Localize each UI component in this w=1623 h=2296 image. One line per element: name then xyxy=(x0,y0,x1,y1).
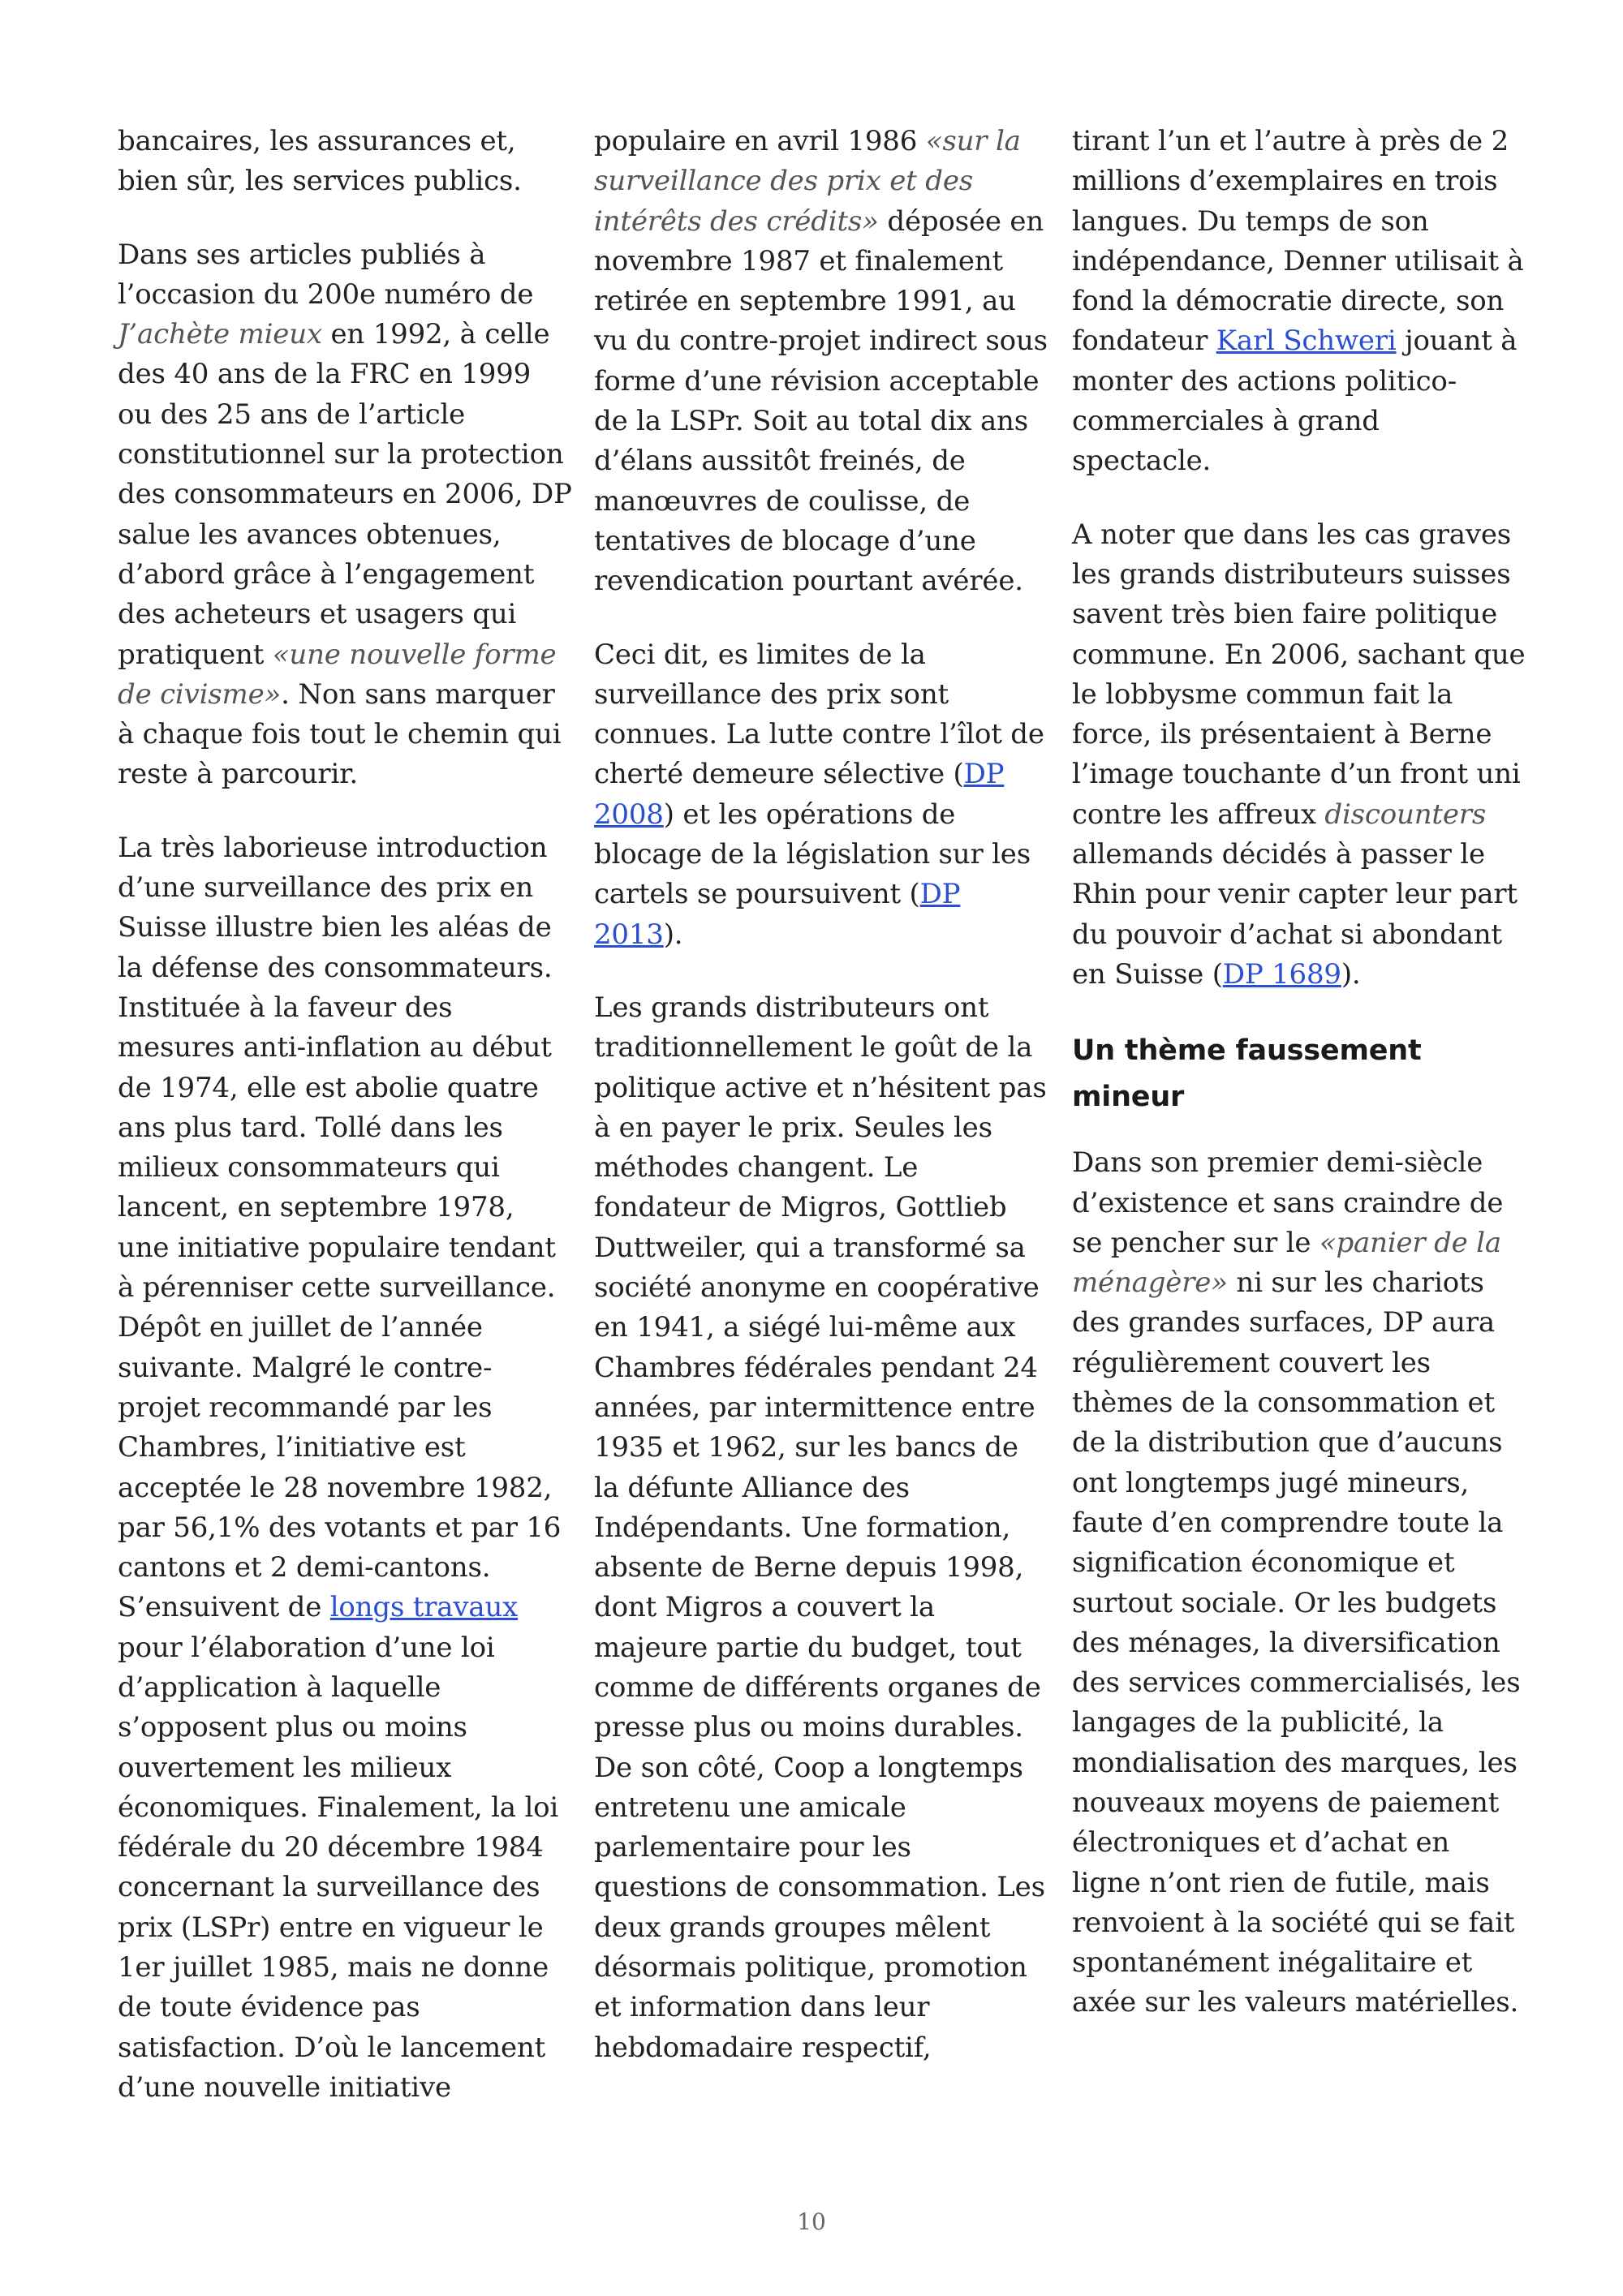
text: bancaires, les assurances et, bien sûr, les services publics. xyxy=(118,125,522,198)
link-longs-travaux[interactable]: longs travaux xyxy=(329,1591,519,1624)
paragraph xyxy=(1072,122,1526,482)
text: Dans ses articles publiés à l’occasion du 200e numéro de xyxy=(118,238,534,311)
link-karl-schweri[interactable]: Karl Schweri xyxy=(1216,325,1397,358)
text: Dans son premier demi-siècle d’existence et sans craindre de se pencher sur le xyxy=(1072,1146,1504,1259)
column-1 xyxy=(118,122,572,2141)
link-dp-2008[interactable]: DP 2008 xyxy=(594,758,1005,831)
paragraph xyxy=(118,828,572,2109)
quote: «panier de la ménagère» xyxy=(1072,1226,1501,1300)
column-3 xyxy=(1072,122,1526,2057)
text: ). xyxy=(663,918,683,951)
text: populaire en avril 1986 xyxy=(594,125,926,157)
column-2 xyxy=(594,122,1048,2101)
quote: «sur la surveillance des prix et des intérêts des crédits» xyxy=(594,125,1021,238)
text: ni sur les chariots des grandes surfaces, DP aura régulièrement couvert les thèmes de la consommation et de la distribution que d’aucuns ont longtemps jugé mineurs, faute d’en comprendre toute la signification économique et surtout sociale. Or les budgets des ménages, la diversification des services commercialisés, les langages de la publicité, la mondialisation des marques, les nouveaux moyens de paiement électroniques et d’achat en ligne n’ont rien de futile, mais renvoient à la société qui se fait spontanément inégalitaire et axée sur les valeurs matérielles. xyxy=(1072,1266,1521,2019)
text: déposée en novembre 1987 et finalement retirée en septembre 1991, au vu du contre-projet indirect sous forme d’une révision acceptable de la LSPr. Soit au total dix ans d’élans aussitôt freinés, de manœuvres de coulisse, de tentatives de blocage d’une revendication pourtant avérée. xyxy=(594,204,1048,598)
text: tirant l’un et l’autre à près de 2 millions d’exemplaires en trois langues. Du temps de son indépendance, Denner utilisait à fond la démocratie directe, son fondateur xyxy=(1072,125,1524,358)
text: en 1992, à celle des 40 ans de la FRC en 1999 ou des 25 ans de l’article constitutionnel sur la protection des consommateurs en 2006, DP salue les avances obtenues, d’abord grâce à l’engagement des acheteurs et usagers qui pratiquent xyxy=(118,318,572,671)
paragraph xyxy=(118,235,572,795)
text: ) et les opérations de blocage de la législation sur les cartels se poursuivent ( xyxy=(594,798,1031,911)
text: pour l’élaboration d’une loi d’application à laquelle s’opposent plus ou moins ouvertement les milieux économiques. Finalement, la loi fédérale du 20 décembre 1984 concernant la surveillance des prix (LSPr) entre en vigueur le 1er juillet 1985, mais ne donne de toute évidence pas satisfaction. D’où le lancement d’une nouvelle initiative xyxy=(118,1631,559,2104)
text: Ceci dit, es limites de la surveillance des prix sont connues. La lutte contre l’îlot de cherté demeure sélective ( xyxy=(594,638,1044,791)
paragraph xyxy=(594,122,1048,602)
paragraph xyxy=(118,122,572,202)
page-number: 10 xyxy=(797,2208,826,2235)
paragraph xyxy=(594,635,1048,955)
text: jouant à monter des actions politico-commerciales à grand spectacle. xyxy=(1072,325,1518,478)
text: A noter que dans les cas graves les grands distributeurs suisses savent très bien faire politique commune. En 2006, sachant que le lobbysme commun fait la force, ils présentaient à Berne l’image touchante d’un front uni contre les affreux xyxy=(1072,518,1526,831)
paragraph xyxy=(1072,1143,1526,2023)
text: . Non sans marquer à chaque fois tout le chemin qui reste à parcourir. xyxy=(118,677,562,791)
publication-title: J’achète mieux xyxy=(118,318,322,351)
text: Les grands distributeurs ont traditionnellement le goût de la politique active et n’hésitent pas à en payer le prix. Seules les méthodes changent. Le fondateur de Migros, Gottlieb Duttweiler, qui a transformé sa société anonyme en coopérative en 1941, a siégé lui-même aux Chambres fédérales pendant 24 années, par intermittence entre 1935 et 1962, sur les bancs de la défunte Alliance des Indépendants. Une formation, absente de Berne depuis 1998, dont Migros a couvert la majeure partie du budget, tout comme de différents organes de presse plus ou moins durables. De son côté, Coop a longtemps entretenu une amicale parlementaire pour les questions de consommation. Les deux grands groupes mêlent désormais politique, promotion et information dans leur hebdomadaire respectif, xyxy=(594,991,1047,2064)
paragraph xyxy=(594,988,1048,2068)
quote: «une nouvelle forme de civisme» xyxy=(118,638,557,711)
link-dp-1689[interactable]: DP 1689 xyxy=(1222,957,1341,991)
foreign-term: discounters xyxy=(1324,798,1487,831)
text: ). xyxy=(1341,957,1361,991)
text: La très laborieuse introduction d’une surveillance des prix en Suisse illustre bien les aléas de la défense des consommateurs. Instituée à la faveur des mesures anti-inflation au début de 1974, elle est abolie quatre ans plus tard. Tollé dans les milieux consommateurs qui lancent, en septembre 1978, une initiative populaire tendant à pérenniser cette surveillance. Dépôt en juillet de l’année suivante. Malgré le contre-projet recommandé par les Chambres, l’initiative est acceptée le 28 novembre 1982, par 56,1% des votants et par 16 cantons et 2 demi-cantons. S’ensuivent de xyxy=(118,831,562,1624)
text: allemands décidés à passer le Rhin pour venir capter leur part du pouvoir d’achat si abondant en Suisse ( xyxy=(1072,838,1518,991)
section-title: Un thème faussement mineur xyxy=(1072,1034,1422,1114)
paragraph xyxy=(1072,515,1526,995)
link-dp-2013[interactable]: DP 2013 xyxy=(594,878,961,951)
